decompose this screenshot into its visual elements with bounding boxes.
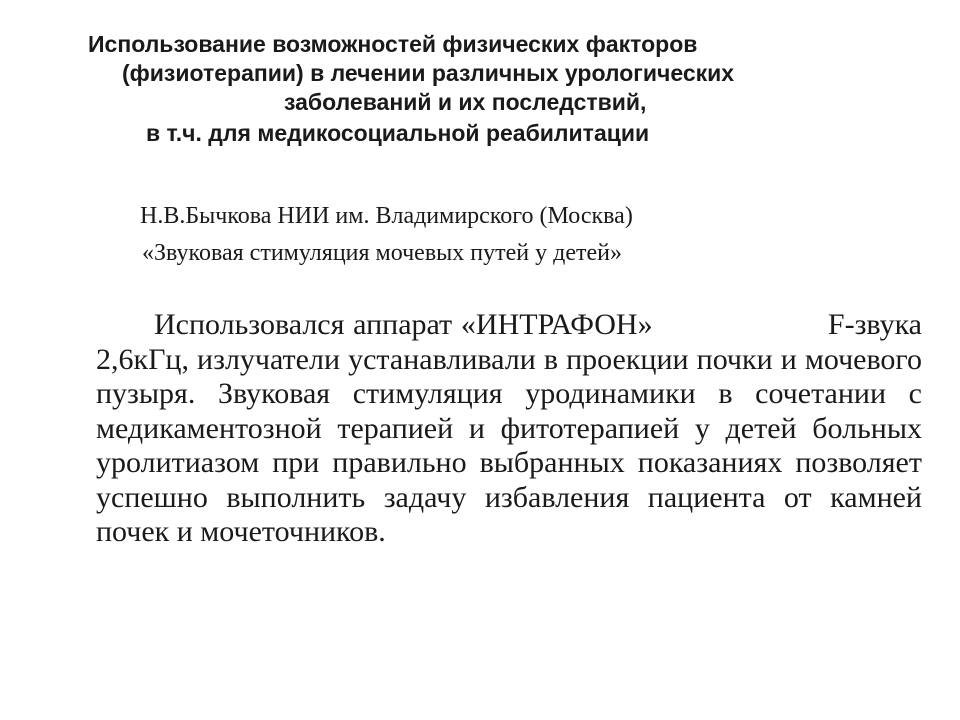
author-affiliation: Н.В.Бычкова НИИ им. Владимирского (Москва) (140, 203, 633, 229)
title-line-2: (физиотерапии) в лечении различных урологических (122, 60, 735, 86)
title-line-1: Использование возможностей физических факторов (88, 31, 698, 57)
slide-title (88, 30, 918, 148)
title-line-3: заболеваний и их последствий, (284, 89, 647, 115)
report-title: «Звуковая стимуляция мочевых путей у детей» (142, 240, 622, 266)
body-paragraph: Использовался аппарат «ИНТРАФОН» F-звука 2,6кГц, излучатели устанавливали в проекции почки и мочевого пузыря. Звуковая стимуляция уродинамики в сочетании с медикаментозной терапией и фитотерапией у детей больных уролитиазом при правильно выбранных показаниях позволяет успешно выполнить задачу избавления пациента от камней почек и мочеточников. (96, 308, 930, 548)
title-line-4: в т.ч. для медикосоциальной реабилитации (146, 120, 650, 146)
